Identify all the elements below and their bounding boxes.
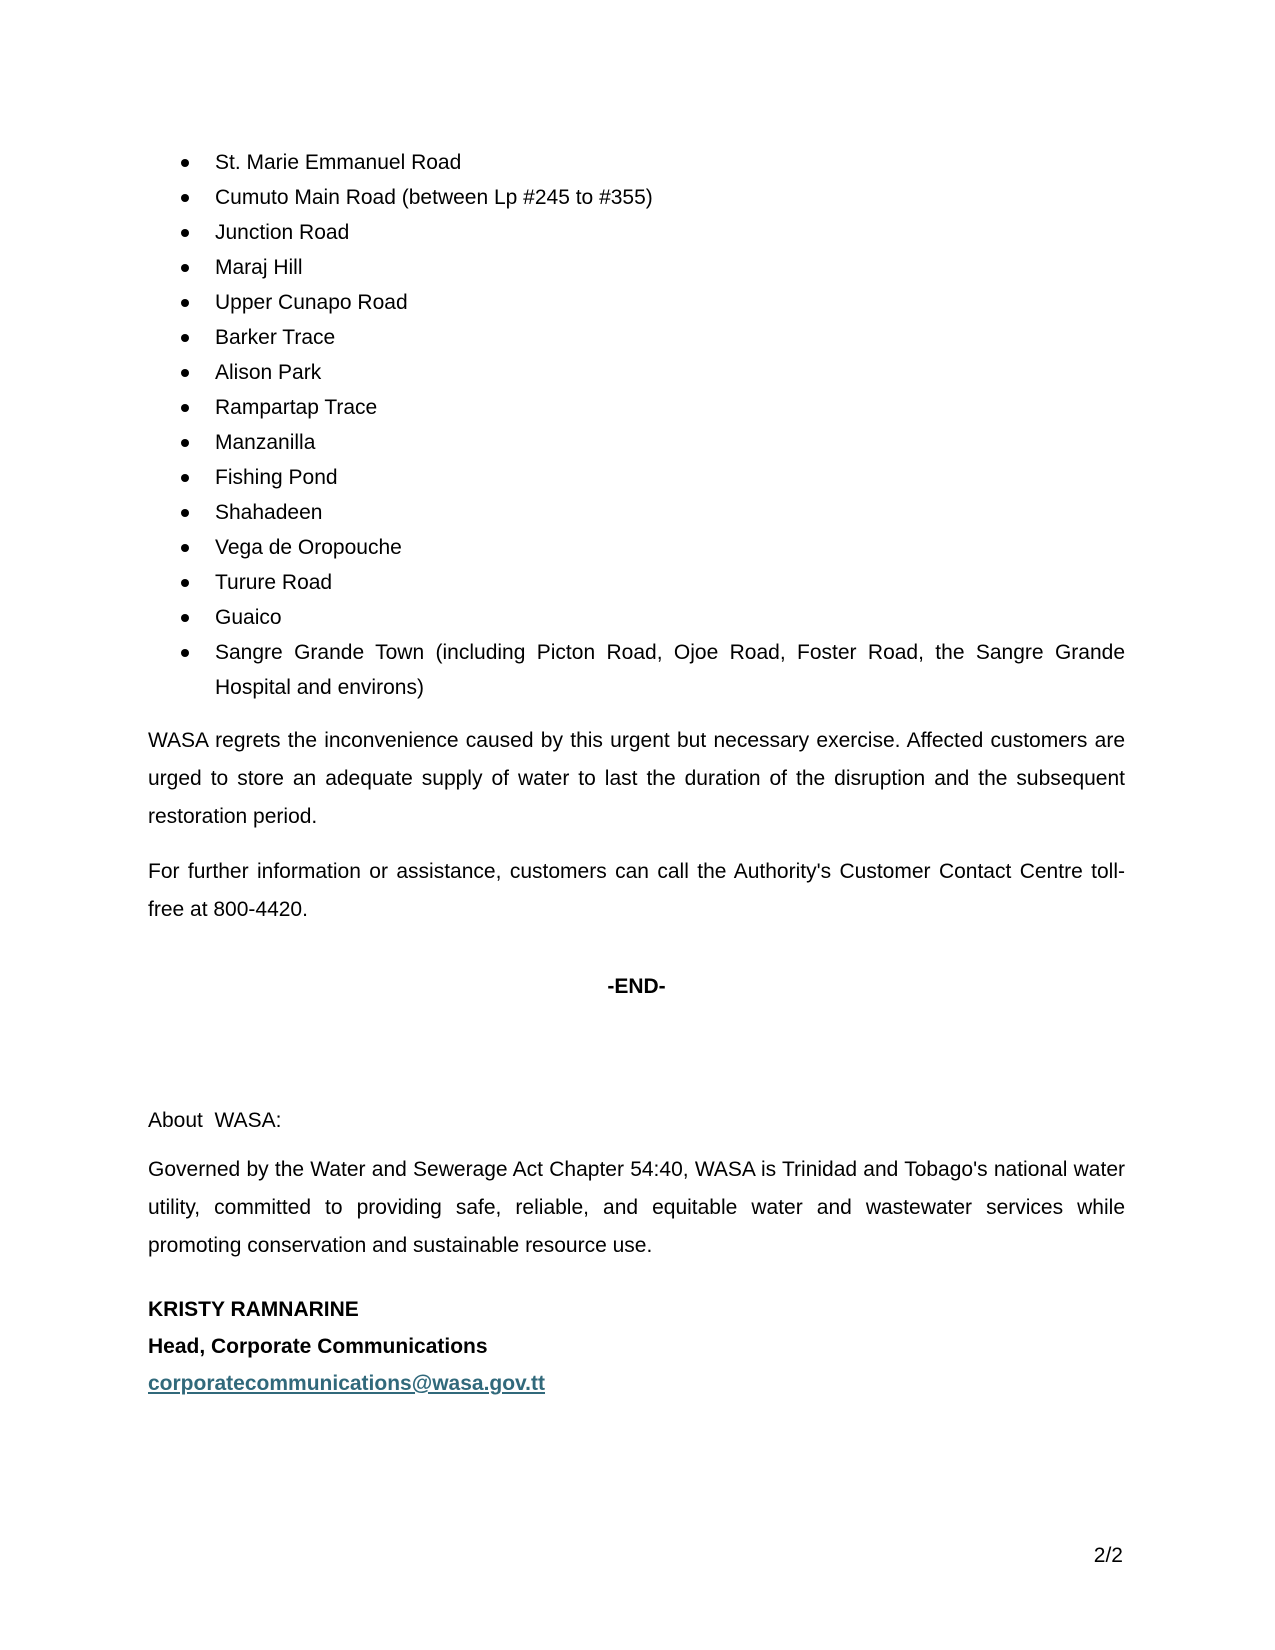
list-item: Junction Road	[148, 215, 1125, 250]
list-item: Turure Road	[148, 565, 1125, 600]
about-heading: About WASA:	[148, 1109, 282, 1132]
list-item: Rampartap Trace	[148, 390, 1125, 425]
email-link[interactable]: corporatecommunications@wasa.gov.tt	[148, 1372, 546, 1395]
end-marker: -END-	[607, 975, 666, 998]
signature-email-line	[148, 1365, 1125, 1402]
signature-block	[148, 1291, 1125, 1402]
page-number: 2/2	[1093, 1544, 1123, 1567]
list-item: Alison Park	[148, 355, 1125, 390]
list-item: Barker Trace	[148, 320, 1125, 355]
list-item: Vega de Oropouche	[148, 530, 1125, 565]
list-item: Shahadeen	[148, 495, 1125, 530]
list-item: Maraj Hill	[148, 250, 1125, 285]
list-item: Manzanilla	[148, 425, 1125, 460]
list-item: St. Marie Emmanuel Road	[148, 145, 1125, 180]
list-item: Cumuto Main Road (between Lp #245 to #355)	[148, 180, 1125, 215]
list-item: Upper Cunapo Road	[148, 285, 1125, 320]
signature-name: KRISTY RAMNARINE	[148, 1298, 359, 1321]
paragraph-regret: WASA regrets the inconvenience caused by this urgent but necessary exercise. Affected customers are urged to store an adequate supply of water to last the duration of the disruption and the subsequent restoration period.	[148, 729, 1125, 828]
about-body: Governed by the Water and Sewerage Act Chapter 54:40, WASA is Trinidad and Tobago's national water utility, committed to providing safe, reliable, and equitable water and wastewater services while promoting conservation and sustainable resource use.	[148, 1158, 1125, 1257]
affected-roads-list	[148, 145, 1125, 705]
list-item: Guaico	[148, 600, 1125, 635]
list-item: Fishing Pond	[148, 460, 1125, 495]
list-item: Sangre Grande Town (including Picton Road, Ojoe Road, Foster Road, the Sangre Grande Hospital and environs)	[148, 635, 1125, 705]
paragraph-contact: For further information or assistance, customers can call the Authority's Customer Contact Centre toll-free at 800-4420.	[148, 860, 1125, 921]
signature-title: Head, Corporate Communications	[148, 1335, 488, 1358]
